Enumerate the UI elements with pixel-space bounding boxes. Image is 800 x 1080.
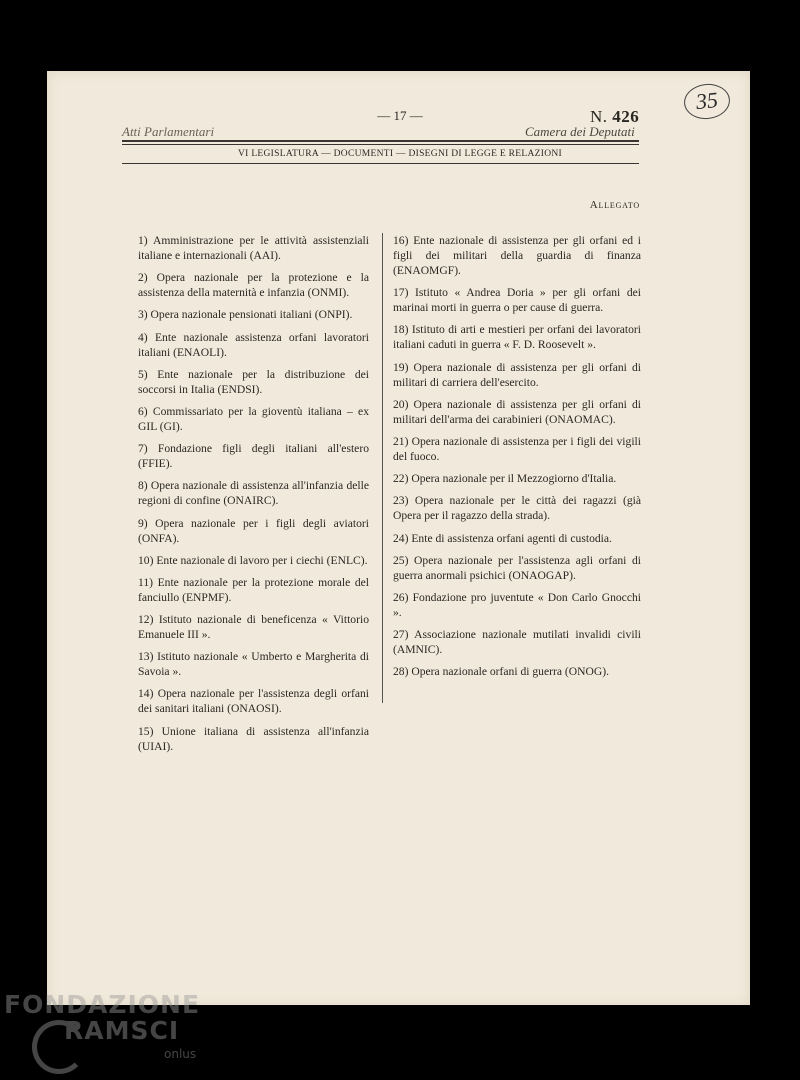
- watermark-line2: RAMSCI: [64, 1016, 180, 1045]
- page-number: — 17 —: [377, 108, 423, 123]
- allegato-heading: Allegato: [589, 199, 640, 211]
- list-item: 9) Opera nazionale per i figli degli aviatori (ONFA).: [138, 516, 369, 545]
- list-item: 1) Amministrazione per le attività assistenziali italiane e internazionali (AAI).: [138, 234, 369, 262]
- column-divider: [382, 233, 383, 703]
- watermark-line3: onlus: [164, 1047, 197, 1061]
- list-item: 27) Associazione nazionale mutilati invalidi civili (AMNIC).: [393, 628, 641, 657]
- list-item: 20) Opera nazionale di assistenza per gli orfani di militari dell'arma dei carabinieri (ONAOMAC).: [393, 397, 641, 426]
- list-item: 13) Istituto nazionale « Umberto e Margherita di Savoia ».: [138, 650, 369, 679]
- header-rule-thin: [122, 144, 639, 145]
- list-item: 3) Opera nazionale pensionati italiani (ONPI).: [138, 308, 353, 322]
- list-item: 18) Istituto di arti e mestieri per orfani dei lavoratori italiani caduti in guerra « F. D. Roosevelt ».: [393, 323, 641, 352]
- list-item: 10) Ente nazionale di lavoro per i ciechi (ENLC).: [138, 553, 368, 567]
- subheader-rule: [122, 163, 639, 164]
- header-left: Atti Parlamentari: [122, 124, 215, 139]
- header-rule: [122, 140, 639, 142]
- list-item: 14) Opera nazionale per l'assistenza degli orfani dei sanitari italiani (ONAOSI).: [138, 687, 369, 716]
- right-column: [393, 233, 641, 686]
- list-item: 23) Opera nazionale per le città dei ragazzi (già Opera per il ragazzo della strada).: [393, 494, 641, 523]
- list-item: 12) Istituto nazionale di beneficenza « Vittorio Emanuele III ».: [138, 613, 369, 642]
- document-number-value: 426: [612, 107, 640, 126]
- list-item: 26) Fondazione pro juventute « Don Carlo Gnocchi ».: [393, 590, 641, 619]
- list-item: 15) Unione italiana di assistenza all'infanzia (UIAI).: [138, 724, 369, 753]
- header-right: Camera dei Deputati: [525, 124, 635, 139]
- list-item: 16) Ente nazionale di assistenza per gli orfani ed i figli dei militari della guardia di finanza (ENAOMGF).: [393, 234, 641, 277]
- subheader: VI LEGISLATURA — DOCUMENTI — DISEGNI DI LEGGE E RELAZIONI: [238, 149, 562, 159]
- list-item: 11) Ente nazionale per la protezione morale del fanciullo (ENPMF).: [138, 575, 369, 604]
- watermark-line1: FONDAZIONE: [4, 990, 201, 1019]
- list-item: 2) Opera nazionale per la protezione e la assistenza della maternità e infanzia (ONMI).: [138, 271, 369, 300]
- handwritten-page-stamp: 35: [682, 82, 731, 122]
- document-number-prefix: N.: [590, 107, 608, 126]
- list-item: 24) Ente di assistenza orfani agenti di custodia.: [393, 531, 612, 545]
- list-item: 6) Commissariato per la gioventù italiana – ex GIL (GI).: [138, 404, 369, 433]
- list-item: 17) Istituto « Andrea Doria » per gli orfani dei marinai morti in guerra o per cause di guerra.: [393, 286, 641, 315]
- list-item: 5) Ente nazionale per la distribuzione dei soccorsi in Italia (ENDSI).: [138, 367, 369, 396]
- list-item: 25) Opera nazionale per l'assistenza agli orfani di guerra anormali psichici (ONAOGAP).: [393, 553, 641, 582]
- fondazione-gramsci-watermark: [4, 990, 254, 1070]
- list-item: 8) Opera nazionale di assistenza all'infanzia delle regioni di confine (ONAIRC).: [138, 479, 369, 508]
- list-item: 21) Opera nazionale di assistenza per i figli dei vigili del fuoco.: [393, 434, 641, 463]
- list-item: 19) Opera nazionale di assistenza per gli orfani di militari di carriera dell'esercito.: [393, 360, 641, 389]
- left-column: [138, 233, 369, 761]
- list-item: 7) Fondazione figli degli italiani all'estero (FFIE).: [138, 442, 369, 471]
- list-item: 28) Opera nazionale orfani di guerra (ONOG).: [393, 665, 610, 679]
- list-item: 22) Opera nazionale per il Mezzogiorno d'Italia.: [393, 472, 617, 486]
- list-item: 4) Ente nazionale assistenza orfani lavoratori italiani (ENAOLI).: [138, 330, 369, 359]
